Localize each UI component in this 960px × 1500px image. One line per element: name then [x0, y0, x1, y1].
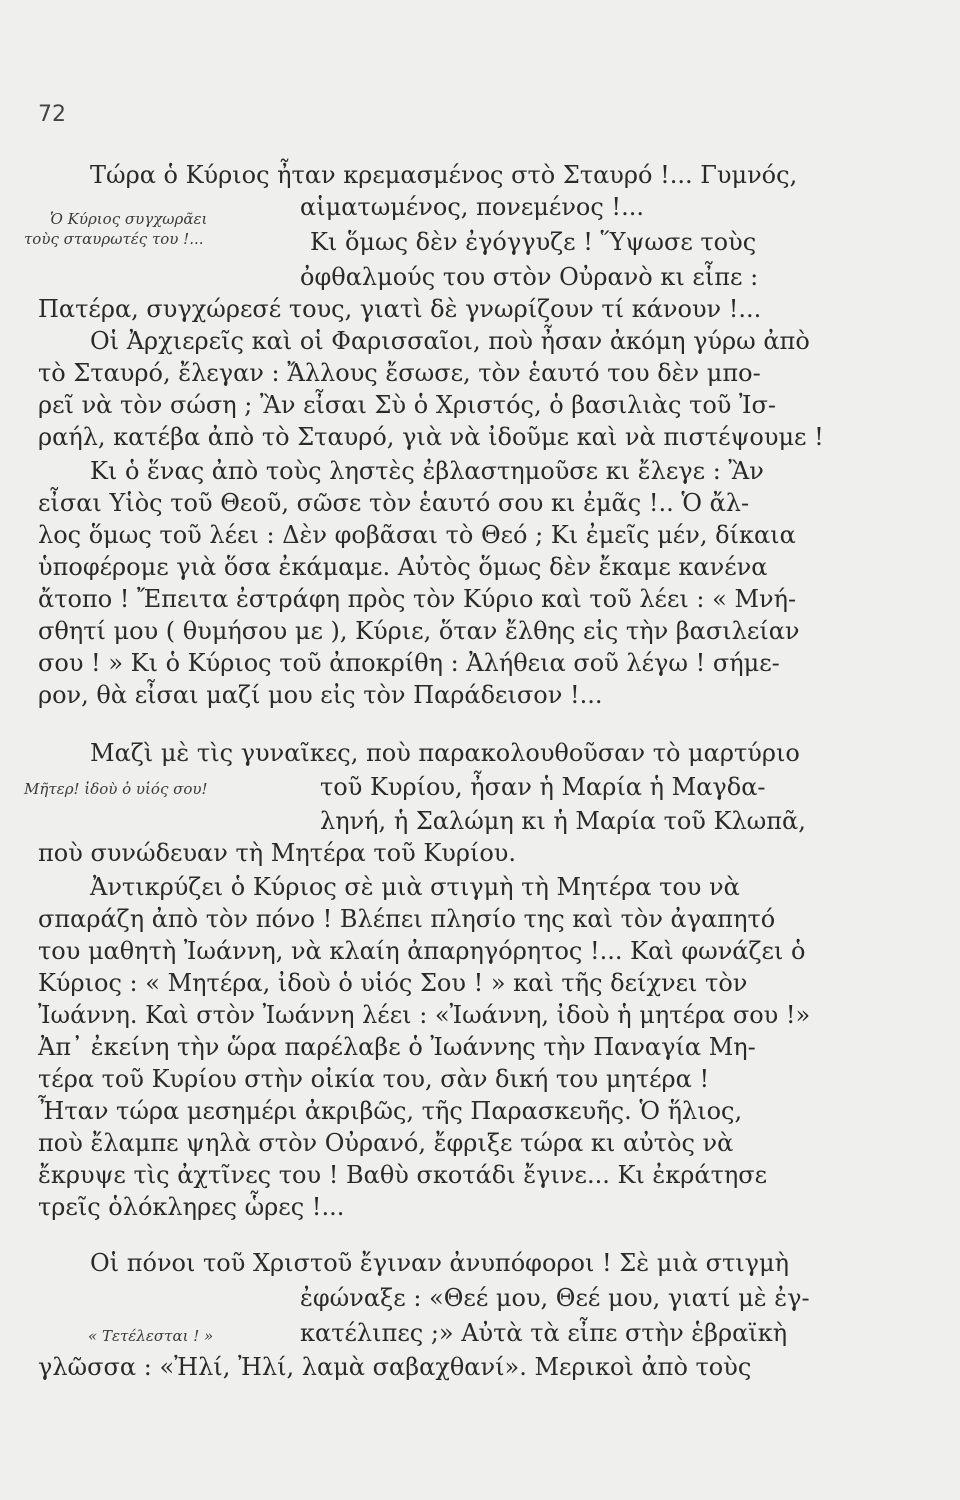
text-line: Κι ὅμως δὲν ἐγόγγυζε ! Ὕψωσε τοὺς — [310, 228, 757, 256]
text-line: εἶσαι Υἱὸς τοῦ Θεοῦ, σῶσε τὸν ἑαυτό σου κι ἐμᾶς !.. Ὁ ἄλ- — [38, 489, 750, 517]
text-line: Ἀντικρύζει ὁ Κύριος σὲ μιὰ στιγμὴ τὴ Μητέρα του νὰ — [90, 873, 740, 901]
text-line: ἔκρυψε τὶς ἀχτῖνες του ! Βαθὺ σκοτάδι ἔγινε... Κι ἐκράτησε — [38, 1161, 768, 1189]
text-line: Κύριος : « Μητέρα, ἰδοὺ ὁ υἱός Σου ! » καὶ τῆς δείχνει τὸν — [38, 969, 748, 997]
margin-note-forgives: Ὁ Κύριος συγχωρᾶει — [50, 210, 208, 228]
text-line: ποὺ συνώδευαν τὴ Μητέρα τοῦ Κυρίου. — [38, 839, 517, 867]
text-line: τὸ Σταυρό, ἔλεγαν : Ἄλλους ἔσωσε, τὸν ἑαυτό του δὲν μπο- — [38, 359, 761, 387]
text-line: Κι ὁ ἕνας ἀπὸ τοὺς ληστὲς ἐβλαστημοῦσε κι ἔλεγε : Ἂν — [90, 457, 764, 485]
text-line: ἐφώναξε : «Θεέ μου, Θεέ μου, γιατί μὲ ἐγ- — [300, 1284, 810, 1312]
text-line: λος ὅμως τοῦ λέει : Δὲν φοβᾶσαι τὸ Θεό ; Κι ἐμεῖς μέν, δίκαια — [38, 521, 796, 549]
text-line: ποὺ ἔλαμπε ψηλὰ στὸν Οὐρανό, ἔφριξε τώρα κι αὐτὸς νὰ — [38, 1129, 734, 1157]
text-line: τοῦ Κυρίου, ἦσαν ἡ Μαρία ἡ Μαγδα- — [320, 773, 766, 801]
margin-note-forgives-2: τοὺς σταυρωτές του !... — [24, 230, 204, 248]
text-line: Οἱ Ἀρχιερεῖς καὶ οἱ Φαρισσαῖοι, ποὺ ἦσαν ἀκόμη γύρω ἀπὸ — [90, 327, 810, 355]
text-line: σπαράζη ἀπὸ τὸν πόνο ! Βλέπει πλησίο της καὶ τὸν ἀγαπητό — [38, 905, 776, 933]
text-line: Ἰωάννη. Καὶ στὸν Ἰωάννη λέει : «Ἰωάννη, ἰδοὺ ἡ μητέρα σου !» — [38, 1001, 811, 1029]
text-line: ὑποφέρομε γιὰ ὅσα ἐκάμαμε. Αὐτὸς ὅμως δὲν ἔκαμε κανένα — [38, 553, 768, 581]
text-line: ὀφθαλμούς του στὸν Οὐρανὸ κι εἶπε : — [300, 263, 759, 291]
text-line: του μαθητὴ Ἰωάννη, νὰ κλαίη ἀπαρηγόρητος !... Καὶ φωνάζει ὁ — [38, 937, 806, 965]
text-line: ἄτοπο ! Ἔπειτα ἐστράφη πρὸς τὸν Κύριο καὶ τοῦ λέει : « Μνή- — [38, 585, 797, 613]
text-line: ρον, θὰ εἶσαι μαζί μου εἰς τὸν Παράδεισον !... — [38, 681, 603, 709]
text-line: Μαζὶ μὲ τὶς γυναῖκες, ποὺ παρακολουθοῦσαν τὸ μαρτύριο — [90, 739, 800, 767]
text-line: Πατέρα, συγχώρεσέ τους, γιατὶ δὲ γνωρίζουν τί κάνουν !... — [38, 295, 762, 323]
text-line: Ἦταν τώρα μεσημέρι ἀκριβῶς, τῆς Παρασκευῆς. Ὁ ἥλιος, — [38, 1097, 743, 1125]
text-line: κατέλιπες ;» Αὐτὰ τὰ εἶπε στὴν ἑβραϊκὴ — [300, 1319, 788, 1347]
page-number: 72 — [38, 102, 66, 127]
text-line: σου ! » Κι ὁ Κύριος τοῦ ἀποκρίθη : Ἀλήθεια σοῦ λέγω ! σήμε- — [38, 649, 780, 677]
text-line: ρεῖ νὰ τὸν σώση ; Ἂν εἶσαι Σὺ ὁ Χριστός, ὁ βασιλιὰς τοῦ Ἰσ- — [38, 391, 777, 419]
text-line: Τώρα ὁ Κύριος ἦταν κρεμασμένος στὸ Σταυρό !... Γυμνός, — [90, 161, 798, 189]
text-line: γλῶσσα : «Ἠλί, Ἠλί, λαμὰ σαβαχθανί». Μερικοὶ ἀπὸ τοὺς — [38, 1353, 752, 1381]
margin-note-finished: « Τετέλεσται ! » — [88, 1327, 214, 1345]
text-line: Οἱ πόνοι τοῦ Χριστοῦ ἔγιναν ἀνυπόφοροι ! Σὲ μιὰ στιγμὴ — [90, 1249, 789, 1277]
text-line: τέρα τοῦ Κυρίου στὴν οἰκία του, σὰν δική του μητέρα ! — [38, 1065, 710, 1093]
text-line: ραήλ, κατέβα ἀπὸ τὸ Σταυρό, γιὰ νὰ ἰδοῦμε καὶ νὰ πιστέψουμε ! — [38, 423, 824, 451]
text-line: τρεῖς ὁλόκληρες ὧρες !... — [38, 1193, 345, 1221]
text-line: Ἀπ᾽ ἐκείνη τὴν ὥρα παρέλαβε ὁ Ἰωάννης τὴν Παναγία Μη- — [38, 1033, 756, 1061]
text-line: ληνή, ἡ Σαλώμη κι ἡ Μαρία τοῦ Κλωπᾶ, — [320, 807, 806, 835]
margin-note-mother: Μῆτερ! ἰδοὺ ὁ υἱός σου! — [24, 780, 208, 798]
text-line: αἱματωμένος, πονεμένος !... — [300, 193, 644, 221]
text-line: σθητί μου ( θυμήσου με ), Κύριε, ὅταν ἔλθης εἰς τὴν βασιλείαν — [38, 617, 800, 645]
